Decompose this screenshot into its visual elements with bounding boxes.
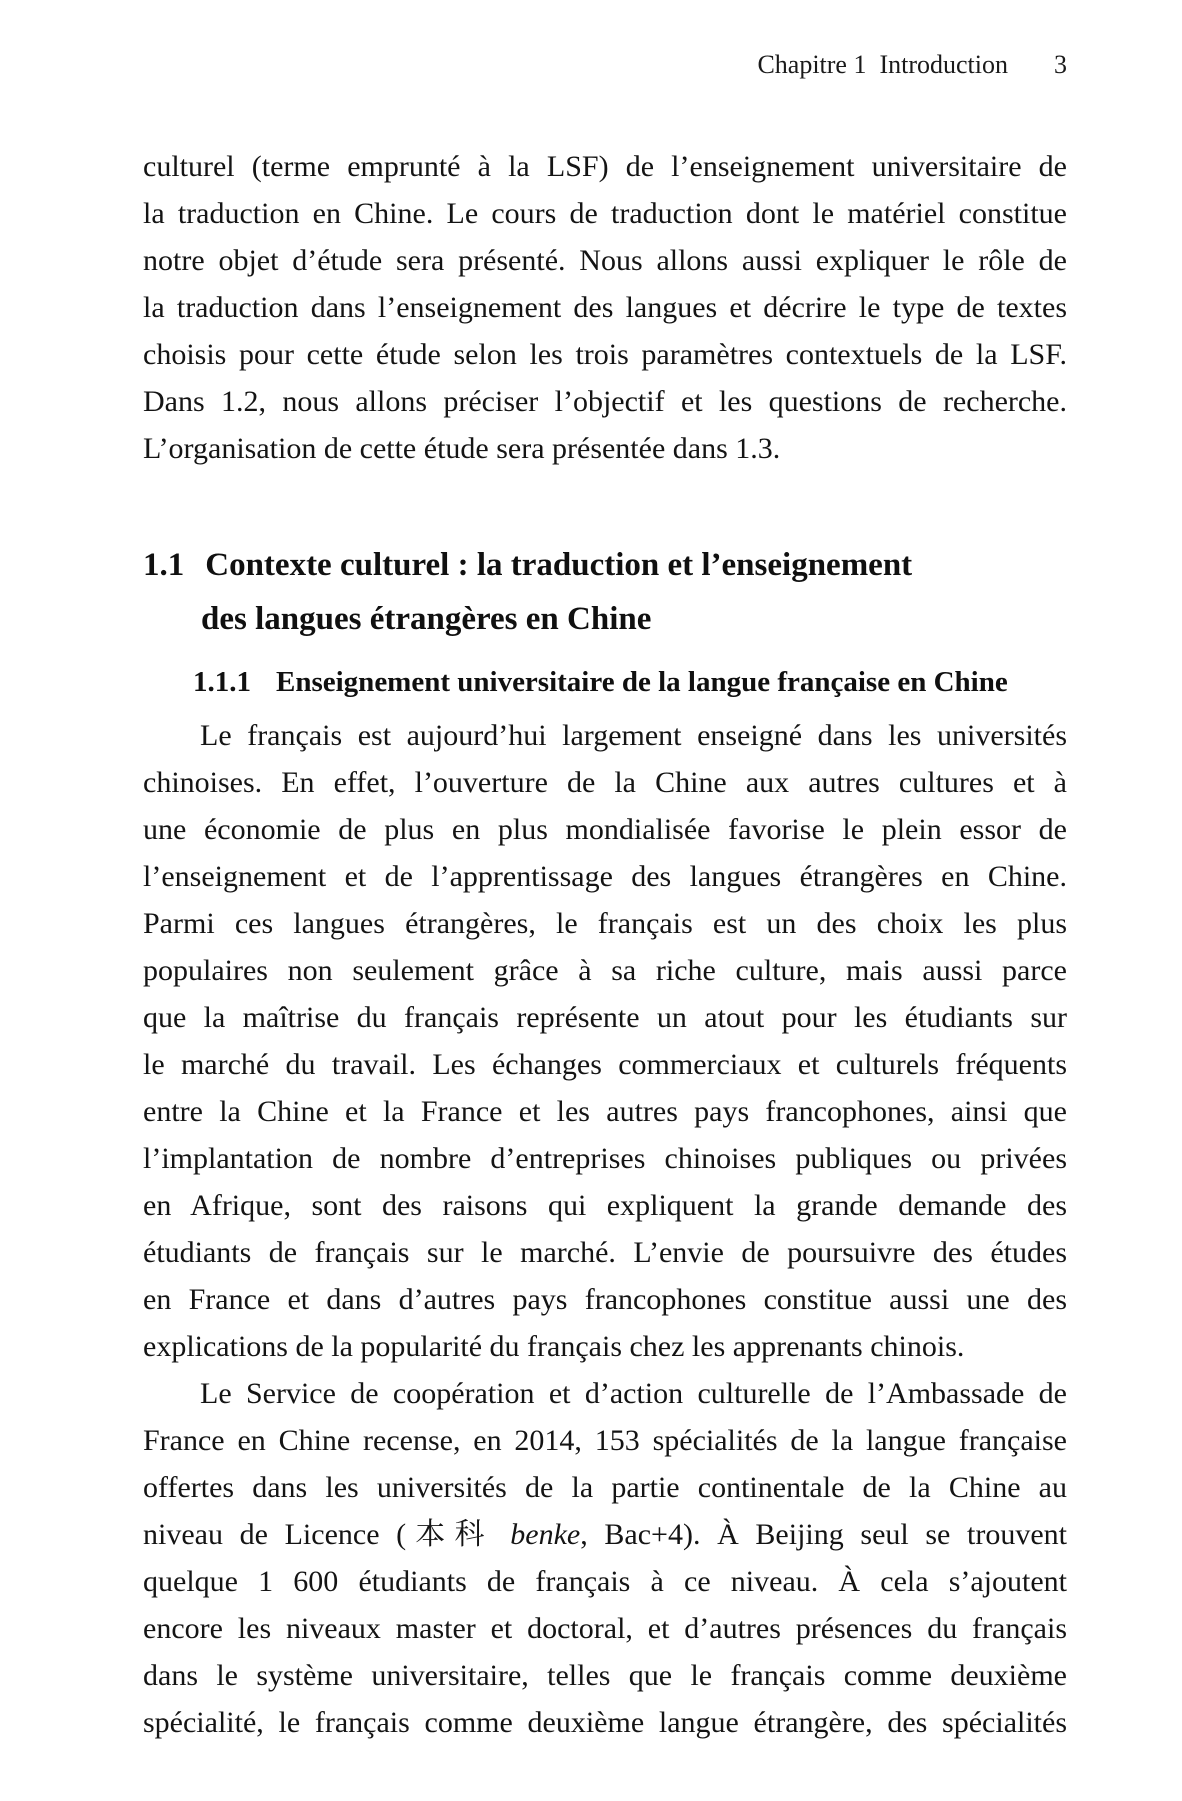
text-line: dans le système universitaire, telles que le français comme deuxième [143,1659,1067,1692]
text-line: France en Chine recense, en 2014, 153 spécialités de la langue française [143,1424,1067,1457]
section-number: 1.1 [143,547,185,583]
section-heading [143,538,1067,646]
running-header [143,50,1067,80]
section-heading-line-2 [143,592,1067,646]
text-line: Dans 1.2, nous allons préciser l’objectif et les questions de recherche. [143,385,1067,418]
text-line: choisis pour cette étude selon les trois paramètres contextuels de la LSF. [143,338,1067,371]
paragraph-2 [143,712,1067,1370]
text-line: notre objet d’étude sera présenté. Nous allons aussi expliquer le rôle de [143,244,1067,277]
text-line: offertes dans les universités de la partie continentale de la Chine au [143,1471,1067,1504]
subsection-heading [143,660,1067,704]
paragraph-3 [143,1370,1067,1746]
text-line: le marché du travail. Les échanges commerciaux et culturels fréquents [143,1048,1067,1081]
text-line: chinoises. En effet, l’ouverture de la Chine aux autres cultures et à [143,766,1067,799]
text-line: Parmi ces langues étrangères, le français est un des choix les plus [143,907,1067,940]
text-line: la traduction en Chine. Le cours de traduction dont le matériel constitue [143,197,1067,230]
text-line: Le français est aujourd’hui largement enseigné dans les universités [200,719,1067,752]
text-line: L’organisation de cette étude sera présentée dans 1.3. [143,432,781,465]
paragraph-1 [143,143,1067,472]
text-segment: , Bac+4). À Beijing seul se trouvent [580,1518,1067,1551]
text-line: spécialité, le français comme deuxième langue étrangère, des spécialités [143,1706,1067,1739]
text-line: l’implantation de nombre d’entreprises chinoises publiques ou privées [143,1142,1067,1175]
text-line: entre la Chine et la France et les autres pays francophones, ainsi que [143,1095,1067,1128]
section-heading-line-1 [143,538,1067,592]
text-line: la traduction dans l’enseignement des langues et décrire le type de textes [143,291,1067,324]
page-number: 3 [1054,50,1067,79]
text-segment-italic: benke [510,1518,581,1551]
text-line: étudiants de français sur le marché. L’envie de poursuivre des études [143,1236,1067,1269]
text-segment: niveau de Licence (本科 [143,1518,511,1551]
text-line: populaires non seulement grâce à sa riche culture, mais aussi parce [143,954,1067,987]
subsection-title: Enseignement universitaire de la langue française en Chine [276,666,1008,698]
text-line: que la maîtrise du français représente un atout pour les étudiants sur [143,1001,1067,1034]
text-line: en Afrique, sont des raisons qui expliquent la grande demande des [143,1189,1067,1222]
text-line: Le Service de coopération et d’action culturelle de l’Ambassade de [200,1377,1067,1410]
text-line-mixed [143,1511,1067,1558]
running-header-chapter: Chapitre 1 Introduction [757,50,1008,79]
text-line: quelque 1 600 étudiants de français à ce niveau. À cela s’ajoutent [143,1565,1067,1598]
text-line: une économie de plus en plus mondialisée favorise le plein essor de [143,813,1067,846]
text-line: encore les niveaux master et doctoral, et d’autres présences du français [143,1612,1067,1645]
text-line: l’enseignement et de l’apprentissage des langues étrangères en Chine. [143,860,1067,893]
subsection-number: 1.1.1 [193,666,251,698]
section-title-part-1: Contexte culturel : la traduction et l’enseignement [205,547,913,583]
text-line: en France et dans d’autres pays francophones constitue aussi une des [143,1283,1067,1316]
section-title-part-2: des langues étrangères en Chine [201,601,652,637]
text-line: explications de la popularité du français chez les apprenants chinois. [143,1330,965,1363]
text-line: culturel (terme emprunté à la LSF) de l’enseignement universitaire de [143,150,1067,183]
